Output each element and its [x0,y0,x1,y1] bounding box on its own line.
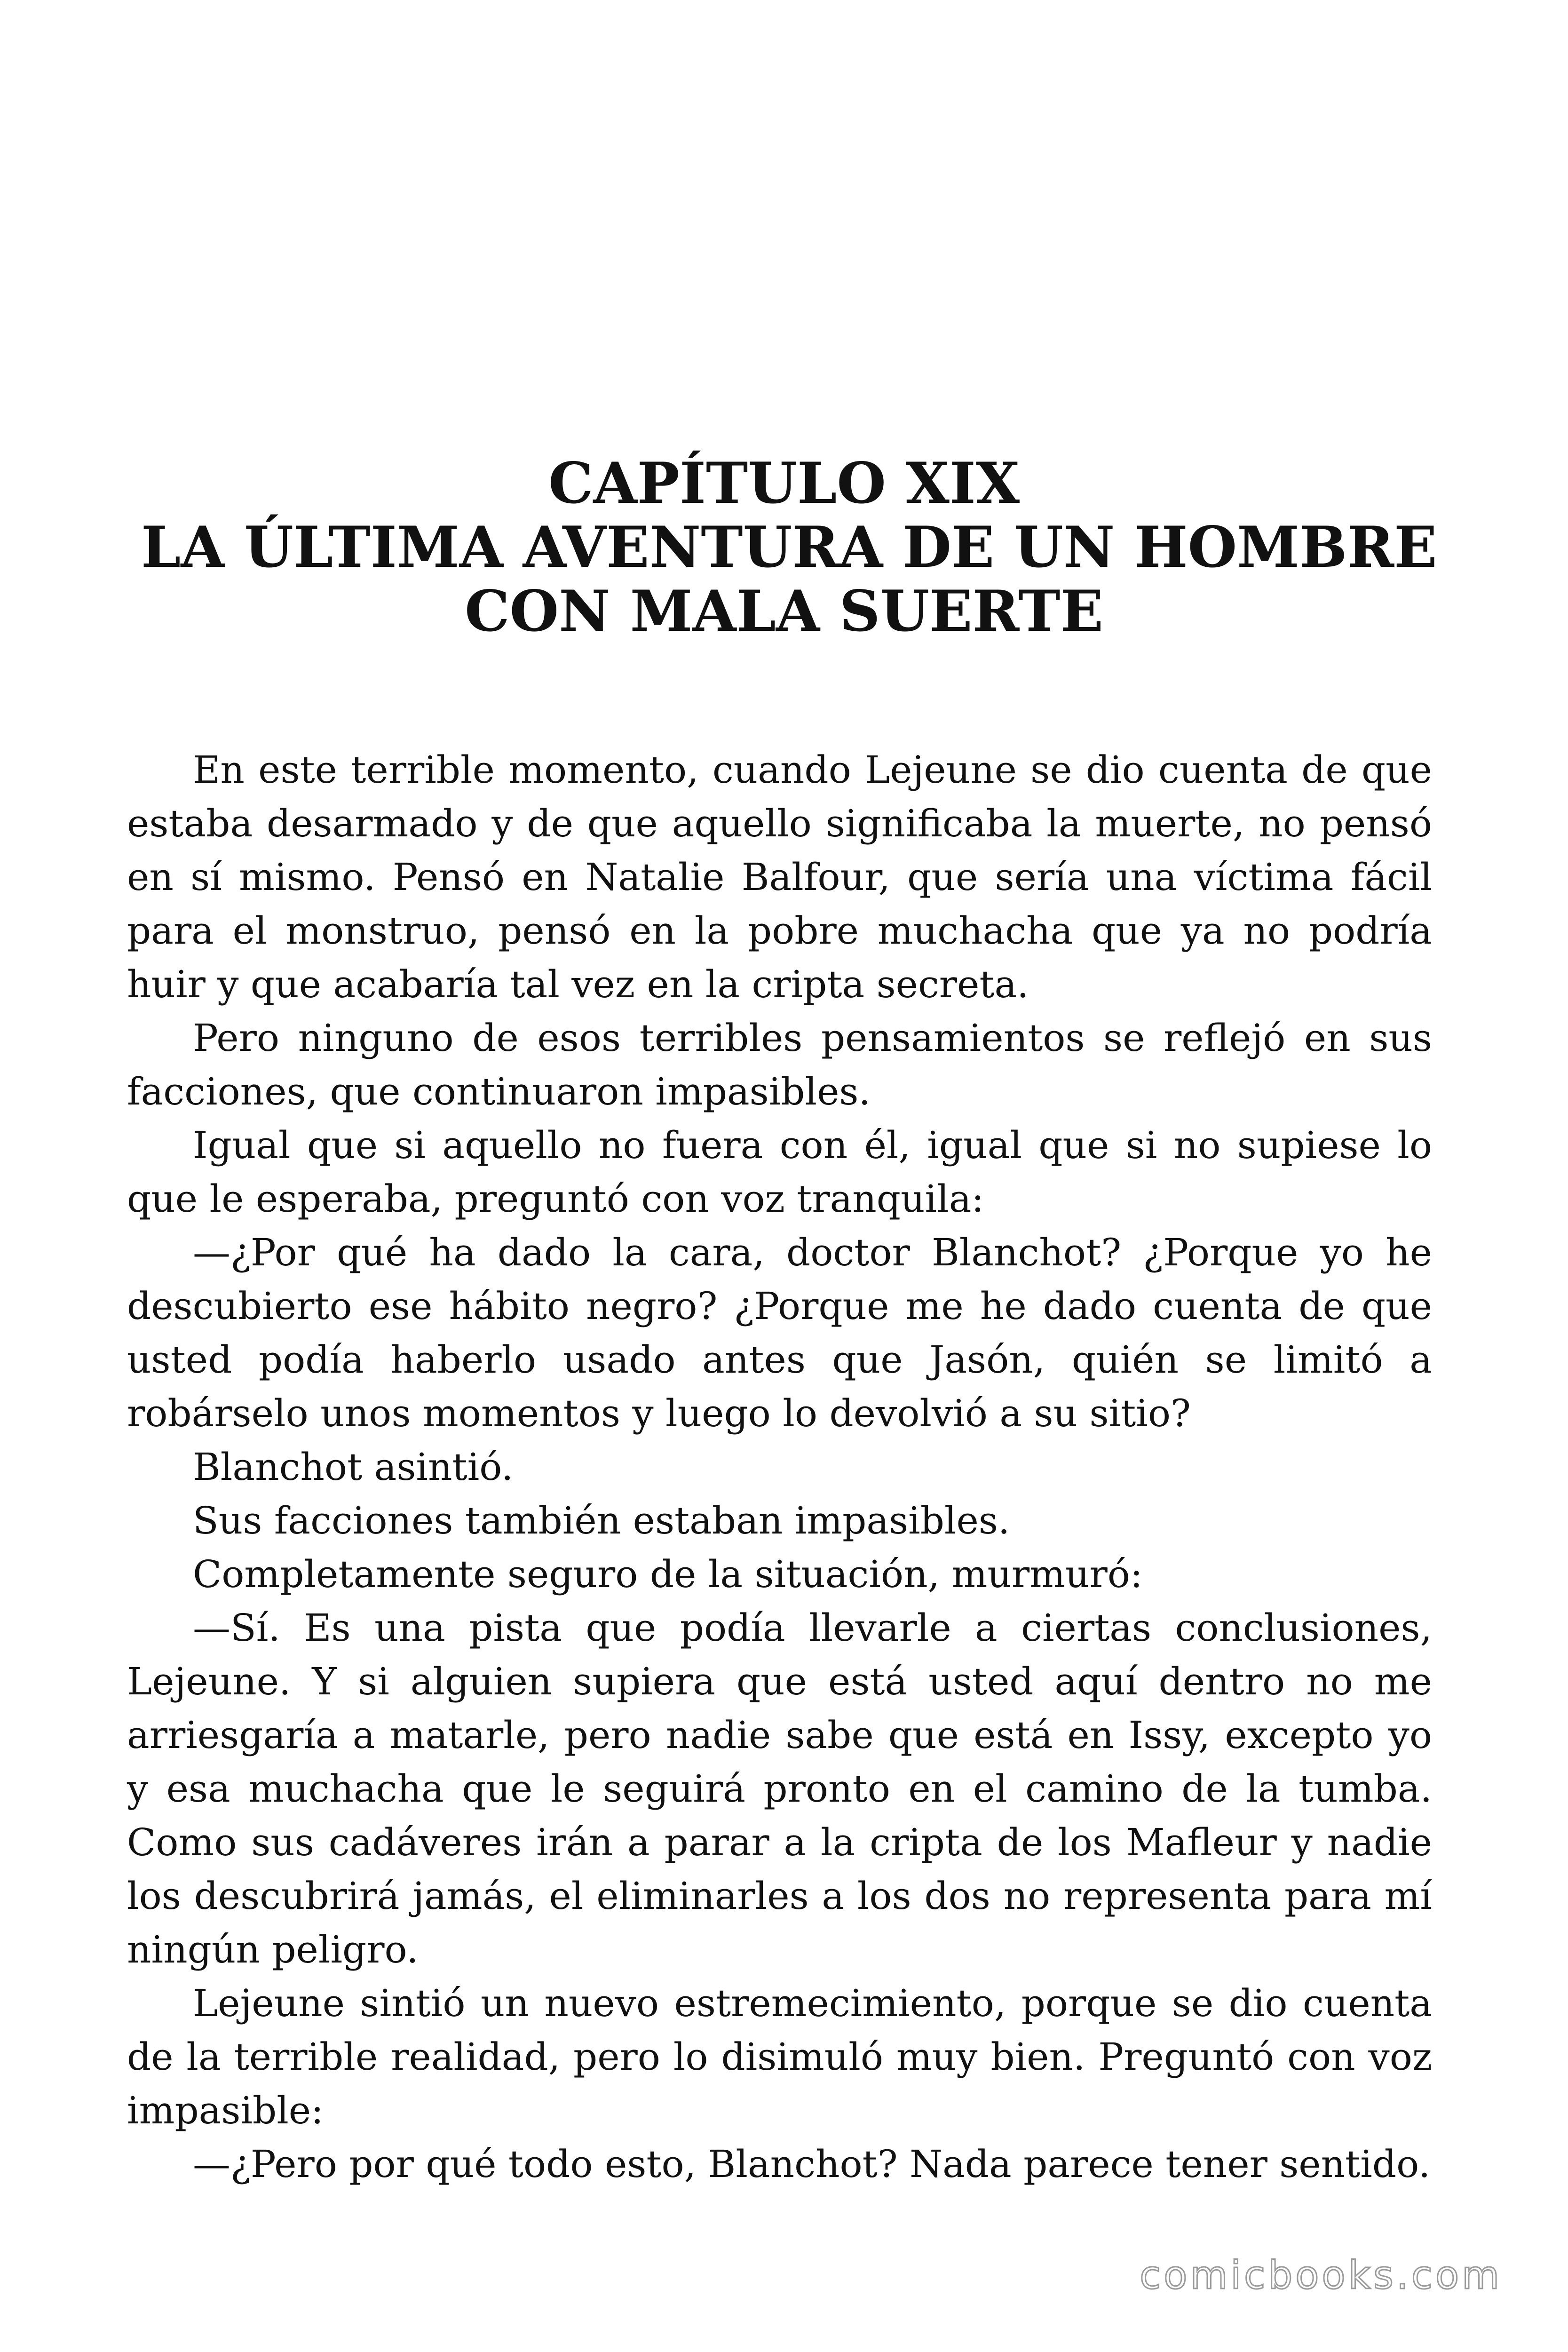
paragraph: Sus facciones también estaban impasibles. [193,1499,1010,1542]
paragraph: En este terrible momento, cuando Lejeune se dio cuenta de que estaba desarmado y de que aquello significaba la muerte, no pensó en sí mismo. Pensó en Natalie Balfour, que sería una víctima fácil para el monstruo, pensó en la pobre muchacha que ya no podría huir y que acabaría tal vez en la cripta secreta. [127,748,1432,1006]
paragraph: Completamente seguro de la situación, murmuró: [193,1552,1143,1596]
watermark-logo: comicbooks.com [1140,2253,1502,2298]
chapter-title-line-1: LA ÚLTIMA AVENTURA DE UN HOMBRE [141,514,1437,580]
chapter-title-line-2: CON MALA SUERTE [465,578,1103,644]
chapter-heading [141,450,1437,644]
paragraph: Lejeune sintió un nuevo estremecimiento, porque se dio cuenta de la terrible realidad, pero lo disimuló muy bien. Preguntó con voz impasible: [127,1981,1432,2132]
chapter-body [127,743,1432,2191]
paragraph: Igual que si aquello no fuera con él, igual que si no supiese lo que le esperaba, preguntó con voz tranquila: [127,1123,1432,1221]
paragraph: Pero ninguno de esos terribles pensamientos se reflejó en sus facciones, que continuaron impasibles. [127,1016,1432,1113]
paragraph: —¿Pero por qué todo esto, Blanchot? Nada parece tener sentido. [193,2142,1431,2186]
paragraph: —¿Por qué ha dado la cara, doctor Blanchot? ¿Porque yo he descubierto ese hábito negro? ¿Porque me he dado cuenta de que usted podía haberlo usado antes que Jasón, quién se limitó a robárselo unos momentos y luego lo devolvió a su sitio? [127,1231,1432,1435]
chapter-number: CAPÍTULO XIX [548,450,1020,516]
paragraph: Blanchot asintió. [193,1445,514,1489]
paragraph: —Sí. Es una pista que podía llevarle a ciertas conclusiones, Lejeune. Y si alguien supiera que está usted aquí dentro no me arriesgaría a matarle, pero nadie sabe que está en Issy, excepto yo y esa muchacha que le seguirá pronto en el camino de la tumba. Como sus cadáveres irán a parar a la cripta de los Mafleur y nadie los descubrirá jamás, el eliminarles a los dos no representa para mí ningún peligro. [127,1606,1432,1971]
